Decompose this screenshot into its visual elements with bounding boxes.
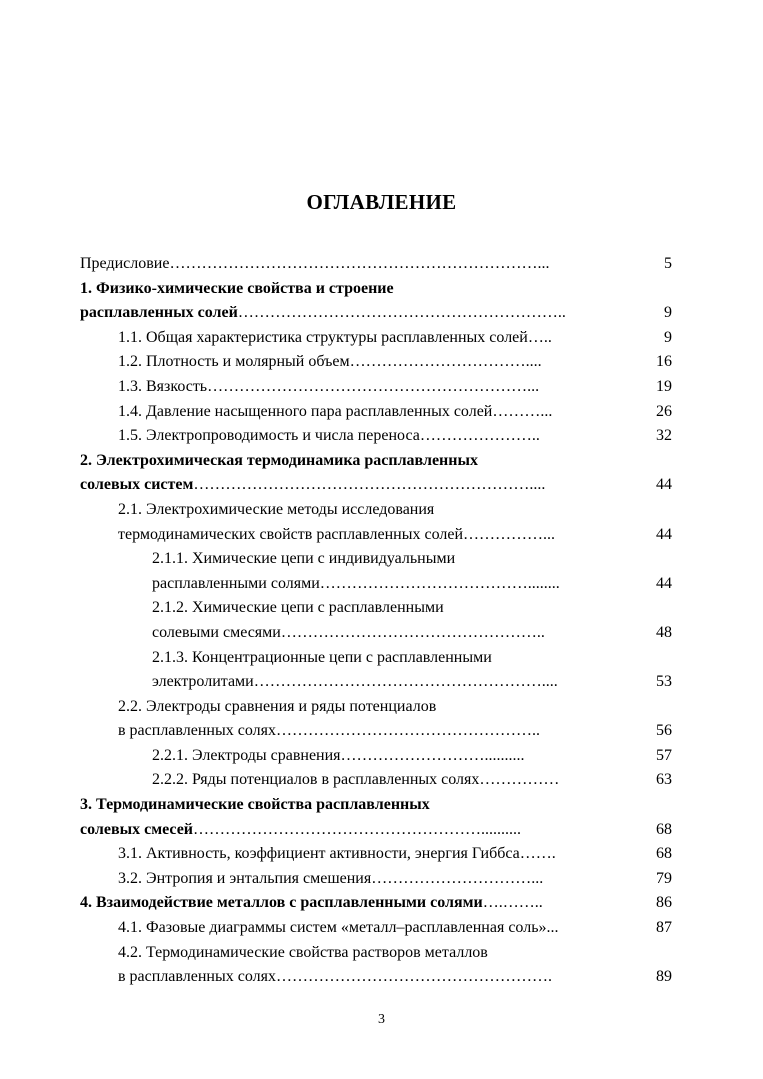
toc-entry	[80, 277, 675, 302]
toc-entry	[80, 424, 675, 449]
toc-entry	[80, 621, 675, 646]
toc-entry-text: 1. Физико-химические свойства и строение	[80, 279, 394, 297]
toc-entry	[80, 941, 675, 966]
toc-entry-text	[80, 818, 521, 843]
toc-entry	[80, 523, 675, 548]
toc-entry-text: 2.1.1. Химические цепи с индивидуальными	[152, 550, 456, 568]
toc-entry	[80, 252, 675, 277]
toc-entry-text: 1.5. Электропроводимость и числа переноса…………………..	[118, 427, 540, 445]
toc-entry	[80, 768, 675, 793]
toc-entry-leader: ……………………………………………………..	[237, 304, 566, 322]
toc-entry	[80, 301, 675, 326]
toc-entry-page: 87	[656, 919, 672, 937]
toc-entry-page: 86	[656, 894, 672, 912]
toc-entry-text: 3.1. Активность, коэффициент активности, энергия Гиббса…….	[118, 845, 556, 863]
toc-entry	[80, 326, 675, 351]
toc-entry-text	[80, 891, 543, 916]
toc-entry-page: 9	[664, 328, 672, 346]
toc-entry	[80, 891, 675, 916]
toc-entry-page: 48	[656, 623, 672, 641]
toc-entry-text: в расплавленных солях…………………………………………..	[118, 722, 540, 740]
toc-entry-text: 4.1. Фазовые диаграммы систем «металл–расплавленная соль»...	[118, 919, 559, 937]
toc-entry-text: 1.4. Давление насыщенного пара расплавленных солей………...	[118, 402, 553, 420]
toc-entry-bold-text: солевых систем	[80, 476, 194, 494]
toc-entry-page: 16	[656, 353, 672, 371]
toc-entry-text: 3. Термодинамические свойства расплавленных	[80, 796, 430, 814]
toc-entry-text: 2.1. Электрохимические методы исследования	[118, 500, 435, 518]
toc-entry	[80, 695, 675, 720]
toc-entry	[80, 646, 675, 671]
toc-entry-page: 5	[664, 255, 672, 272]
toc-entry-page: 56	[656, 722, 672, 740]
toc-entry-text: 2.2.2. Ряды потенциалов в расплавленных солях……………	[152, 771, 560, 789]
toc-entry-text: 3.2. Энтропия и энтальпия смешения…………………………...	[118, 869, 544, 887]
toc-entry	[80, 350, 675, 375]
toc-entry	[80, 547, 675, 572]
toc-entry-text: солевыми смесями…………………………………………..	[152, 623, 545, 641]
toc-entry-page: 44	[656, 525, 672, 543]
toc-entry-page: 79	[656, 869, 672, 887]
toc-entry-text: 2.2.1. Электроды сравнения………………………..........	[152, 746, 525, 764]
toc-entry-page: 68	[656, 845, 672, 863]
toc-entry-page: 32	[656, 427, 672, 445]
toc-entry	[80, 965, 675, 990]
toc-entry-text: электролитами………………………………………………....	[152, 673, 558, 691]
toc-entry-page: 53	[656, 673, 672, 691]
toc-entry	[80, 719, 675, 744]
toc-entry-text: 1.2. Плотность и молярный объем……………………………....	[118, 353, 542, 371]
toc-entry-bold-text: 4. Взаимодействие металлов с расплавленными солями	[80, 894, 483, 912]
toc-entry	[80, 596, 675, 621]
toc-entry-page: 44	[656, 574, 672, 592]
toc-entry-text: 1.1. Общая характеристика структуры расплавленных солей…..	[118, 328, 552, 346]
toc-entry-page: 26	[656, 402, 672, 420]
toc-entry	[80, 572, 675, 597]
toc-entry-bold-text: расплавленных солей	[80, 304, 238, 322]
toc-entry	[80, 375, 675, 400]
toc-entry-page: 19	[656, 377, 672, 395]
page-number: 3	[378, 1012, 385, 1027]
toc-entry	[80, 400, 675, 425]
toc-entry-text	[80, 301, 566, 326]
toc-entry	[80, 473, 675, 498]
toc-entry-text: 2. Электрохимическая термодинамика расплавленных	[80, 451, 478, 469]
toc-entry	[80, 449, 675, 474]
toc-entry-text: 2.1.2. Химические цепи с расплавленными	[152, 599, 444, 617]
toc-entry	[80, 916, 675, 941]
toc-entry	[80, 867, 675, 892]
toc-entry-page: 68	[656, 820, 672, 838]
toc-entry	[80, 793, 675, 818]
toc-entry-text: расплавленными солями…………………………………........	[152, 574, 560, 592]
toc-entry-page: 9	[664, 304, 672, 322]
toc-entry-bold-text: солевых смесей	[80, 820, 194, 838]
toc-entry-text: Предисловие……………………………………………………………...	[80, 255, 550, 272]
toc-entry	[80, 744, 675, 769]
toc-entry	[80, 498, 675, 523]
toc-entry-leader: ………………………………………………..........	[193, 820, 522, 838]
toc-entry-page: 44	[656, 476, 672, 494]
toc-entry-text: в расплавленных солях…………………………………………….	[118, 968, 552, 986]
toc-entry-page: 89	[656, 968, 672, 986]
page-title: ОГЛАВЛЕНИЕ	[306, 190, 457, 214]
toc-entry-leader: ………………………………………………………....	[193, 476, 546, 494]
toc-entry	[80, 818, 675, 843]
toc-entry-text: 2.1.3. Концентрационные цепи с расплавленными	[152, 648, 492, 666]
toc-entry-text	[80, 473, 545, 498]
toc-entry-page: 57	[656, 746, 672, 764]
table-of-contents	[80, 252, 675, 990]
toc-entry	[80, 842, 675, 867]
toc-entry-page: 63	[656, 771, 672, 789]
toc-entry-leader: ….……..	[482, 894, 543, 912]
toc-entry-text: 1.3. Вязкость……………………………………………………...	[118, 377, 540, 395]
toc-entry	[80, 670, 675, 695]
toc-entry-text: 4.2. Термодинамические свойства растворов металлов	[118, 943, 488, 961]
toc-entry-text: термодинамических свойств расплавленных солей……………...	[118, 525, 556, 543]
toc-entry-text: 2.2. Электроды сравнения и ряды потенциалов	[118, 697, 437, 715]
